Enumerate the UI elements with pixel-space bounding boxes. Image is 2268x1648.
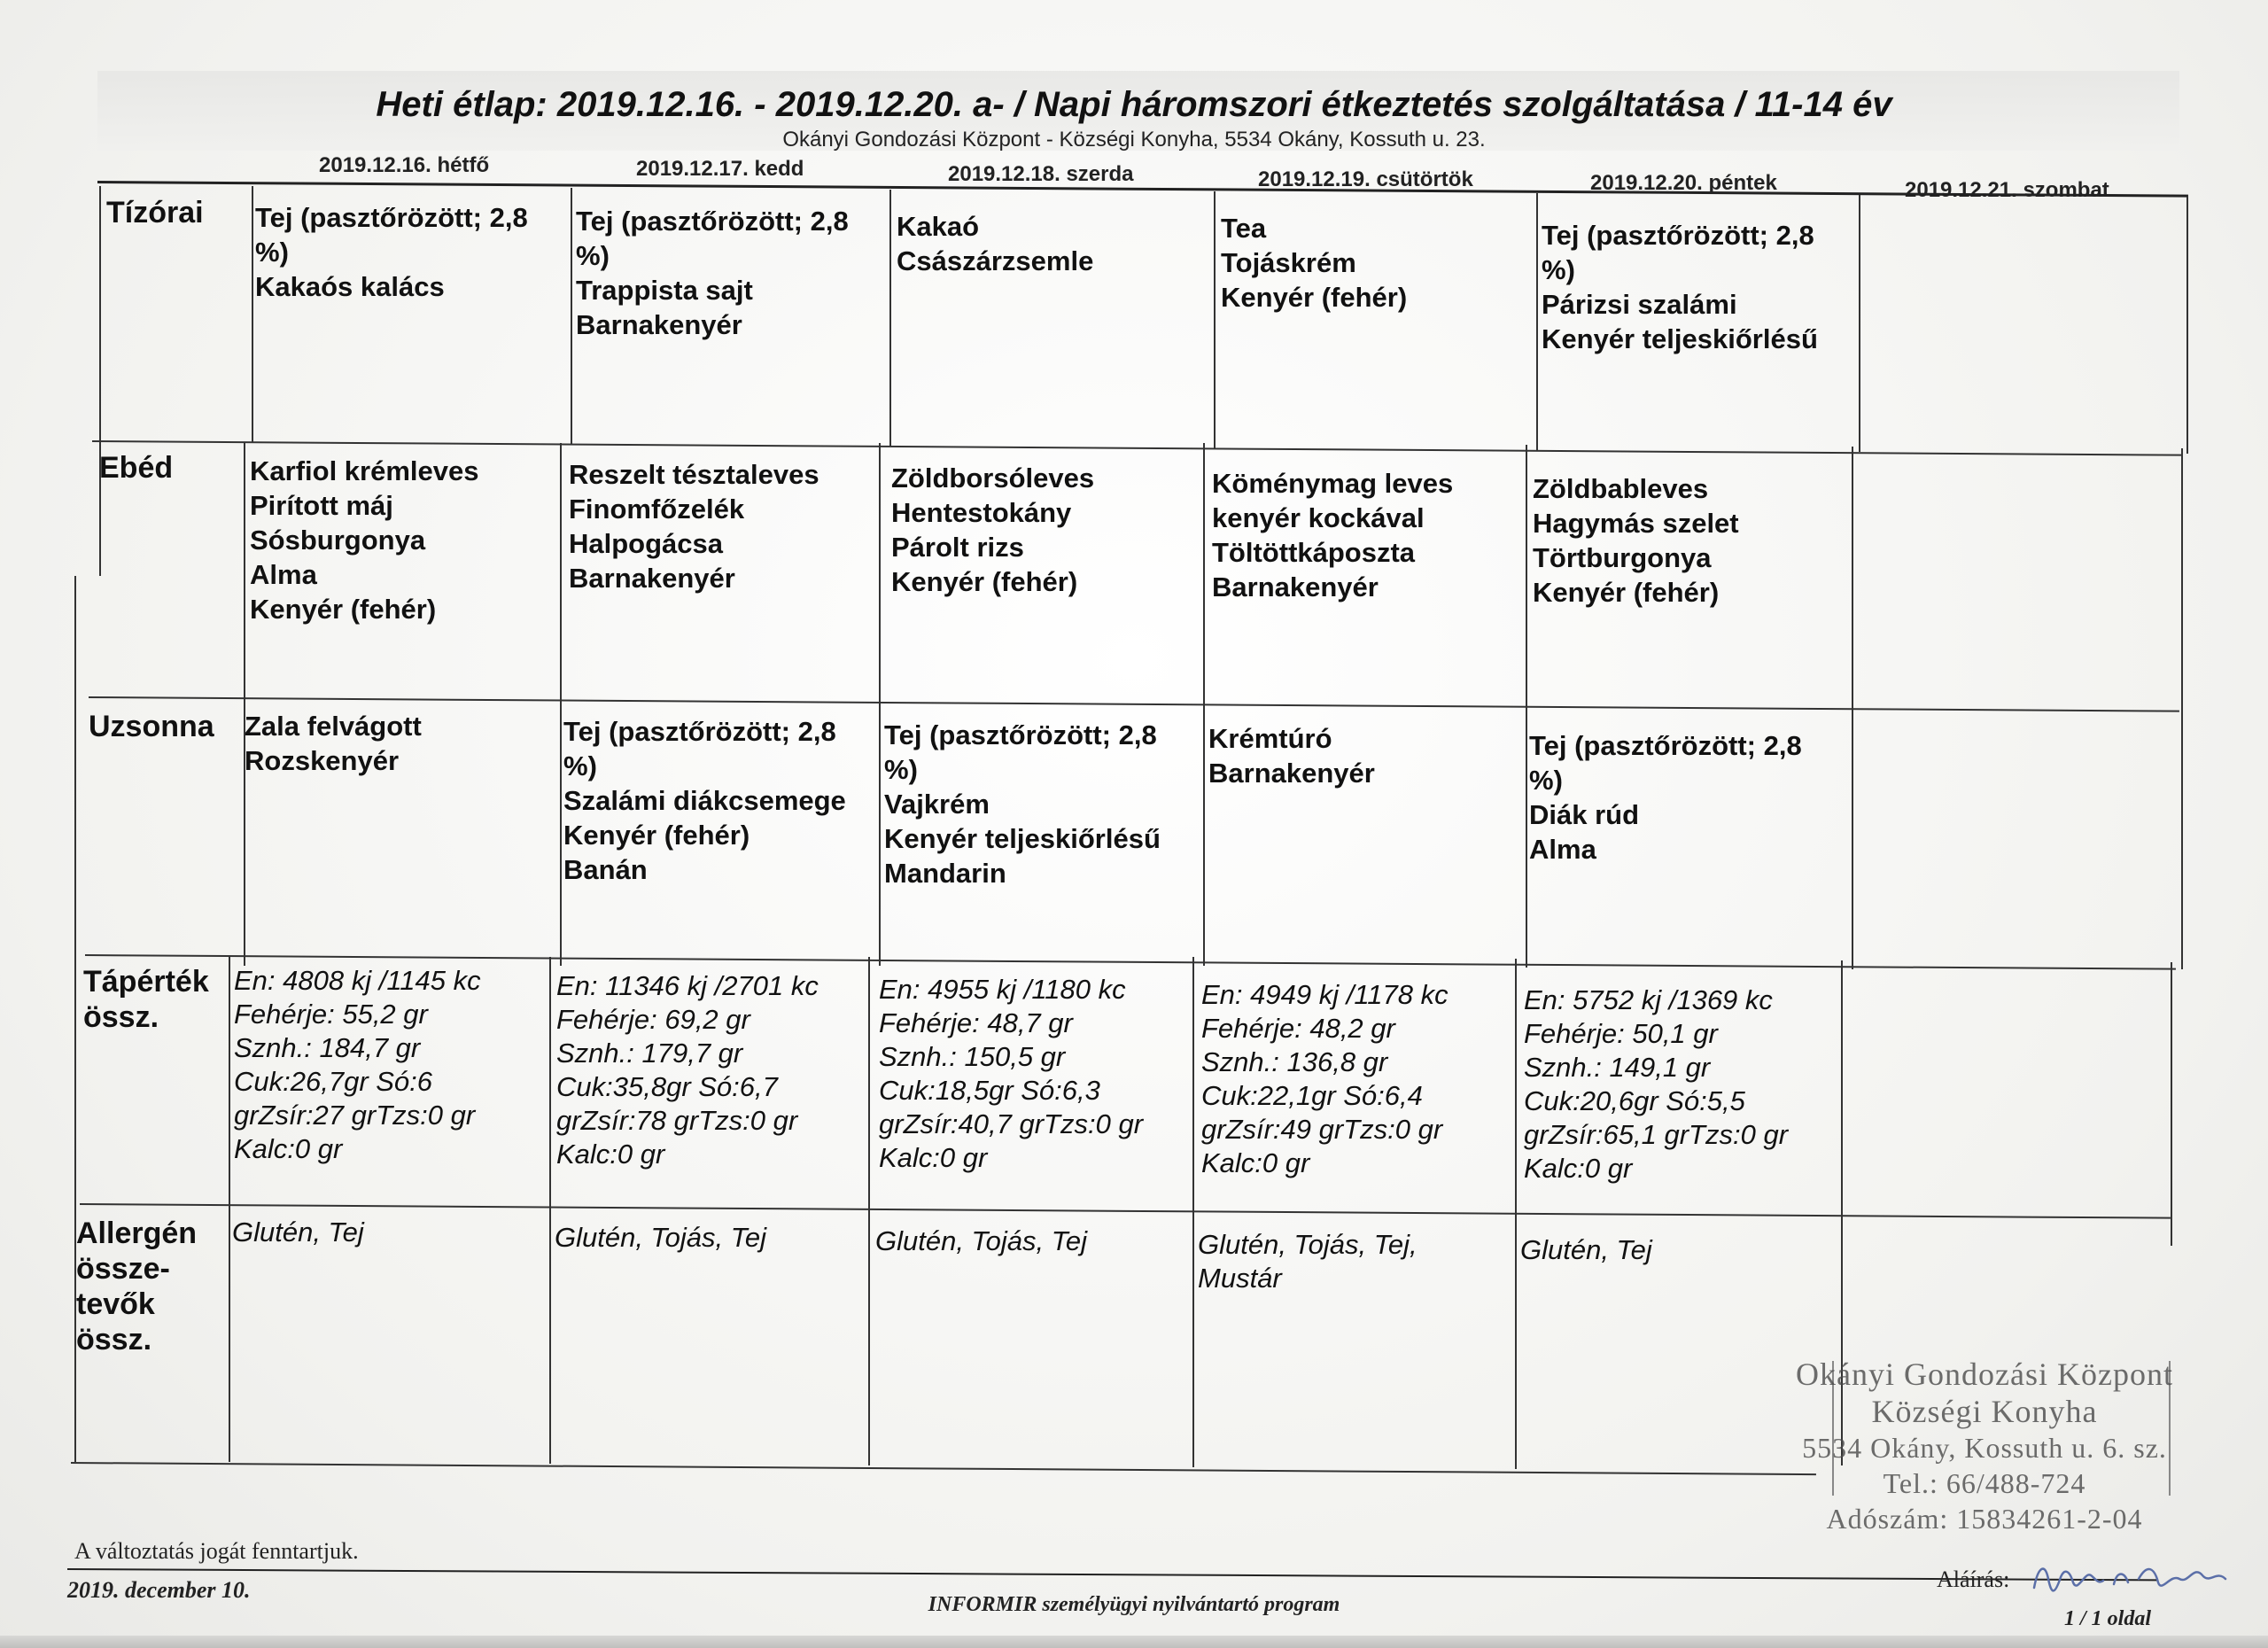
menu-cell-uzsonna-friday: [1529, 728, 1802, 867]
nutrition-line: En: 4955 kj /1180 kc: [879, 974, 1126, 1005]
page-number: 1 / 1 oldal: [2064, 1607, 2152, 1630]
menu-cell-tizorai-friday: [1542, 218, 1818, 356]
menu-item: %): [563, 750, 597, 781]
allergen-line: Glutén, Tojás, Tej,: [1198, 1229, 1418, 1260]
row-label-line: össz.: [83, 1000, 159, 1034]
nutrition-line: En: 4949 kj /1178 kc: [1201, 979, 1449, 1010]
menu-item: Kenyér teljeskiőrlésű: [1542, 323, 1818, 354]
stamp-line: Adószám: 15834261-2-04: [1826, 1503, 2143, 1535]
nutrition-line: Kalc:0 gr: [1524, 1153, 1633, 1184]
menu-item: Alma: [250, 559, 317, 590]
nutrition-line: Cuk:26,7gr Só:6: [234, 1066, 433, 1097]
row-label-line: Tápérték: [83, 965, 209, 999]
menu-item: Tea: [1221, 213, 1267, 244]
row-label-allergen: [76, 1216, 197, 1357]
menu-item: Kenyér teljeskiőrlésű: [884, 823, 1161, 854]
menu-cell-ebed-friday: [1533, 471, 1739, 610]
menu-item: Zöldbableves: [1533, 473, 1709, 504]
menu-item: Pirított máj: [250, 490, 393, 521]
menu-cell-tizorai-wednesday: [897, 209, 1093, 278]
stamp-line: 5534 Okány, Kossuth u. 6. sz.: [1802, 1432, 2167, 1464]
menu-item: Kenyér (fehér): [563, 820, 750, 851]
nutrition-line: grZsír:27 grTzs:0 gr: [234, 1100, 476, 1131]
menu-item: Zöldborsóleves: [891, 463, 1095, 494]
nutrition-line: Fehérje: 55,2 gr: [234, 999, 428, 1030]
menu-item: %): [1542, 254, 1575, 285]
nutrition-line: En: 5752 kj /1369 kc: [1524, 984, 1773, 1015]
nutrition-line: Kalc:0 gr: [1201, 1147, 1310, 1178]
menu-item: Barnakenyér: [1212, 571, 1379, 602]
column-line: [229, 957, 230, 1462]
column-line: [99, 186, 101, 576]
day-header-saturday: 2019.12.21. szombat: [1905, 178, 2109, 202]
handwritten-signature: [2029, 1552, 2241, 1602]
allergen-line: Glutén, Tej: [1520, 1234, 1652, 1265]
menu-item: Finomfőzelék: [569, 494, 745, 525]
nutrition-line: Fehérje: 48,7 gr: [879, 1007, 1073, 1038]
nutrition-line: Cuk:22,1gr Só:6,4: [1201, 1080, 1423, 1111]
menu-item: Diák rúd: [1529, 799, 1640, 830]
menu-item: Szalámi diákcsemege: [563, 785, 846, 816]
menu-cell-uzsonna-monday: [245, 709, 422, 778]
nutrition-cell-thursday: [1201, 978, 1449, 1180]
menu-item: Barnakenyér: [1208, 758, 1375, 789]
nutrition-line: grZsír:49 grTzs:0 gr: [1201, 1114, 1443, 1145]
nutrition-line: En: 11346 kj /2701 kc: [556, 970, 819, 1001]
menu-item: Párolt rizs: [891, 532, 1024, 563]
column-line: [889, 190, 891, 447]
column-line: [1852, 447, 1853, 969]
menu-item: kenyér kockával: [1212, 502, 1425, 533]
menu-item: Kenyér (fehér): [891, 566, 1078, 597]
day-header-friday: 2019.12.20. péntek: [1590, 171, 1777, 195]
allergen-line: Glutén, Tojás, Tej: [875, 1225, 1087, 1256]
menu-cell-tizorai-monday: [255, 200, 528, 304]
stamp-line: Tel.: 66/488-724: [1883, 1467, 2086, 1499]
menu-item: Trappista sajt: [576, 275, 753, 306]
menu-item: Reszelt tésztaleves: [569, 459, 819, 490]
row-label-ebed: Ebéd: [99, 451, 174, 485]
page-title: Heti étlap: 2019.12.16. - 2019.12.20. a- / Napi háromszori étkeztetés szolgáltatása / 11-14 év: [376, 85, 1892, 124]
menu-item: Tej (pasztőrözött; 2,8: [1529, 730, 1802, 761]
column-line: [252, 186, 253, 443]
menu-item: Tej (pasztőrözött; 2,8: [255, 202, 528, 233]
footer-note: A változtatás jogát fenntartjuk.: [74, 1538, 359, 1564]
menu-item: Kakaó: [897, 211, 980, 242]
menu-item: %): [884, 754, 918, 785]
menu-cell-uzsonna-wednesday: [884, 718, 1161, 890]
menu-item: Karfiol krémleves: [250, 455, 479, 486]
column-line: [1536, 193, 1538, 450]
menu-item: Császárzsemle: [897, 245, 1094, 276]
menu-item: Banán: [563, 854, 648, 885]
signature-label: Aláírás:: [1937, 1566, 2010, 1592]
stamp-line: Községi Konyha: [1871, 1394, 2098, 1429]
menu-cell-tizorai-tuesday: [576, 204, 849, 342]
column-line: [2186, 197, 2188, 454]
nutrition-line: Cuk:18,5gr Só:6,3: [879, 1075, 1100, 1106]
nutrition-cell-monday: [234, 964, 481, 1166]
scan-bottom-edge: [0, 1636, 2268, 1648]
page-subtitle: Okányi Gondozási Központ - Községi Konyha, 5534 Okány, Kossuth u. 23.: [782, 128, 1486, 152]
menu-cell-tizorai-thursday: [1221, 211, 1407, 315]
menu-item: Tej (pasztőrözött; 2,8: [576, 206, 849, 237]
day-header-thursday: 2019.12.19. csütörtök: [1258, 167, 1473, 191]
menu-item: Krémtúró: [1208, 723, 1332, 754]
menu-item: Barnakenyér: [569, 563, 735, 594]
menu-item: %): [576, 240, 610, 271]
menu-item: Kenyér (fehér): [1533, 577, 1720, 608]
menu-cell-ebed-tuesday: [569, 457, 819, 595]
day-header-wednesday: 2019.12.18. szerda: [948, 162, 1134, 186]
column-line: [2171, 962, 2172, 1246]
column-line: [1515, 959, 1517, 1469]
menu-item: Kakaós kalács: [255, 271, 445, 302]
column-line: [868, 957, 870, 1465]
nutrition-line: Kalc:0 gr: [879, 1142, 988, 1173]
menu-item: Sósburgonya: [250, 525, 426, 556]
menu-item: Kenyér (fehér): [1221, 282, 1408, 313]
menu-item: Hagymás szelet: [1533, 508, 1739, 539]
menu-item: Tojáskrém: [1221, 247, 1356, 278]
menu-cell-uzsonna-thursday: [1208, 721, 1375, 790]
menu-item: Zala felvágott: [245, 711, 422, 742]
menu-item: Tej (pasztőrözött; 2,8: [1542, 220, 1814, 251]
allergen-cell-tuesday: [555, 1221, 766, 1255]
menu-item: %): [255, 237, 289, 268]
nutrition-line: Sznh.: 136,8 gr: [1201, 1046, 1388, 1077]
menu-item: Tej (pasztőrözött; 2,8: [884, 719, 1157, 750]
day-header-tuesday: 2019.12.17. kedd: [636, 157, 804, 181]
nutrition-line: Kalc:0 gr: [234, 1133, 343, 1164]
nutrition-line: Sznh.: 149,1 gr: [1524, 1052, 1711, 1083]
nutrition-line: En: 4808 kj /1145 kc: [234, 965, 481, 996]
column-line: [549, 957, 551, 1464]
menu-item: Barnakenyér: [576, 309, 742, 340]
nutrition-line: Cuk:35,8gr Só:6,7: [556, 1071, 778, 1102]
row-label-tizorai: Tízórai: [106, 196, 204, 229]
menu-item: Alma: [1529, 834, 1596, 865]
nutrition-cell-friday: [1524, 983, 1788, 1185]
nutrition-line: Sznh.: 184,7 gr: [234, 1032, 421, 1063]
nutrition-line: Fehérje: 48,2 gr: [1201, 1013, 1395, 1044]
menu-item: %): [1529, 765, 1563, 796]
row-label-uzsonna: Uzsonna: [89, 710, 214, 743]
institution-stamp: [1736, 1356, 2233, 1536]
column-line: [2181, 448, 2183, 969]
nutrition-line: grZsír:65,1 grTzs:0 gr: [1524, 1119, 1789, 1150]
nutrition-line: Sznh.: 179,7 gr: [556, 1038, 743, 1069]
row-label-taperték: [83, 964, 209, 1035]
stamp-line: Okányi Gondozási Központ: [1796, 1356, 2173, 1392]
menu-item: Törtburgonya: [1533, 542, 1712, 573]
menu-item: Tej (pasztőrözött; 2,8: [563, 716, 836, 747]
nutrition-line: Kalc:0 gr: [556, 1139, 665, 1170]
nutrition-line: Fehérje: 69,2 gr: [556, 1004, 750, 1035]
column-line: [879, 443, 881, 966]
row-label-line: tevők: [76, 1287, 155, 1321]
footer-date: 2019. december 10.: [67, 1577, 251, 1603]
allergen-cell-thursday: [1198, 1228, 1418, 1295]
nutrition-cell-wednesday: [879, 973, 1143, 1175]
row-label-line: össze-: [76, 1252, 170, 1286]
menu-item: Rozskenyér: [245, 745, 400, 776]
row-label-line: Allergén: [76, 1217, 198, 1250]
menu-item: Vajkrém: [884, 789, 990, 820]
allergen-line: Mustár: [1198, 1263, 1282, 1294]
nutrition-line: grZsír:40,7 grTzs:0 gr: [879, 1108, 1144, 1139]
menu-item: Mandarin: [884, 858, 1006, 889]
nutrition-line: Fehérje: 50,1 gr: [1524, 1018, 1718, 1049]
menu-item: Párizsi szalámi: [1542, 289, 1737, 320]
footer-program: INFORMIR személyügyi nyilvántartó program: [928, 1593, 1340, 1616]
menu-item: Kenyér (fehér): [250, 594, 437, 625]
allergen-cell-wednesday: [875, 1224, 1087, 1258]
column-line: [560, 443, 562, 966]
column-line: [1526, 445, 1527, 968]
menu-item: Köménymag leves: [1212, 468, 1454, 499]
menu-item: Hentestokány: [891, 497, 1072, 528]
menu-item: Halpogácsa: [569, 528, 724, 559]
column-line: [1192, 957, 1194, 1467]
row-label-line: össz.: [76, 1323, 152, 1356]
column-line: [244, 443, 245, 966]
nutrition-line: Sznh.: 150,5 gr: [879, 1041, 1066, 1072]
menu-item: Töltöttkáposzta: [1212, 537, 1416, 568]
nutrition-line: Cuk:20,6gr Só:5,5: [1524, 1085, 1745, 1116]
allergen-cell-monday: [232, 1216, 364, 1249]
nutrition-cell-tuesday: [556, 969, 819, 1171]
menu-cell-uzsonna-tuesday: [563, 714, 846, 887]
allergen-cell-friday: [1520, 1233, 1652, 1267]
column-line: [1214, 191, 1216, 448]
column-line: [1859, 195, 1860, 452]
day-header-monday: 2019.12.16. hétfő: [319, 153, 490, 177]
menu-cell-ebed-monday: [250, 454, 478, 626]
column-line: [1203, 443, 1205, 966]
nutrition-line: grZsír:78 grTzs:0 gr: [556, 1105, 798, 1136]
allergen-line: Glutén, Tojás, Tej: [555, 1222, 766, 1253]
menu-cell-ebed-thursday: [1212, 466, 1453, 604]
column-line: [571, 188, 572, 445]
allergen-line: Glutén, Tej: [232, 1217, 364, 1248]
menu-cell-ebed-wednesday: [891, 461, 1094, 599]
